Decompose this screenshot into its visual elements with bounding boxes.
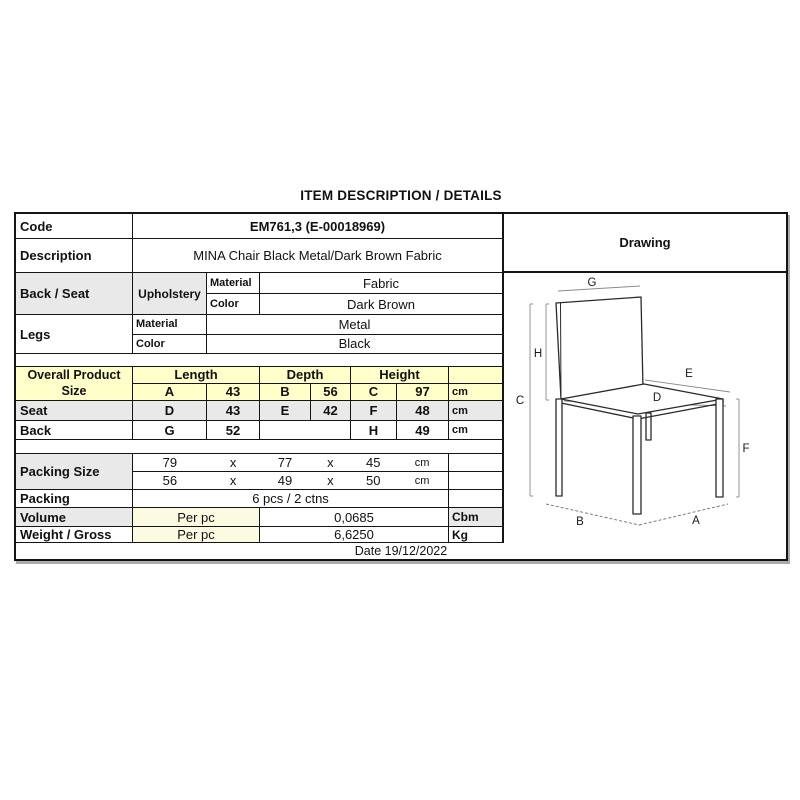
spacer-row — [16, 440, 502, 454]
packing-size-label: Packing Size — [16, 454, 133, 489]
back-seat-color-value: Dark Brown — [347, 296, 415, 312]
volume-unit: Cbm — [449, 508, 502, 526]
seat-label: Seat — [16, 401, 133, 420]
drawing-column — [502, 214, 786, 543]
dim-letter: B — [260, 384, 311, 400]
volume-value: 0,0685 — [260, 508, 449, 526]
dim-value: 97 — [397, 384, 449, 400]
legs-color-value: Black — [338, 336, 371, 352]
dim-letter: A — [133, 384, 207, 400]
back-seat-color-label: Color — [207, 294, 260, 314]
dim-value: 52 — [207, 421, 260, 439]
dim-value: 49 — [397, 421, 449, 439]
dim-letter: F — [351, 401, 397, 420]
dim-label-b: B — [576, 516, 584, 528]
dim-label-a: A — [692, 515, 700, 527]
empty-cell — [449, 454, 502, 471]
description-label: Description — [16, 239, 133, 272]
legs-section — [16, 315, 502, 354]
empty-cell — [449, 472, 502, 489]
weight-value: 6,6250 — [260, 527, 449, 542]
length-header: Length — [133, 367, 260, 383]
chair-drawing — [504, 273, 786, 543]
dim-letter: G — [133, 421, 207, 439]
back-seat-section — [16, 273, 502, 315]
depth-header: Depth — [260, 367, 351, 383]
back-seat-label: Back / Seat — [16, 273, 133, 314]
description-value: MINA Chair Black Metal/Dark Brown Fabric — [193, 248, 442, 263]
empty-cell — [449, 490, 502, 507]
seat-dims-row — [16, 401, 502, 421]
unit-cm: cm — [452, 424, 468, 436]
weight-unit: Kg — [452, 527, 468, 542]
packing-row — [16, 490, 502, 508]
weight-label: Weight / Gross — [16, 527, 133, 542]
dim-label-f: F — [742, 443, 750, 455]
dim-label-e: E — [685, 368, 693, 380]
volume-per-pc: Per pc — [133, 508, 260, 526]
legs-color-label: Color — [133, 335, 207, 354]
unit-cm: cm — [452, 404, 468, 417]
height-header: Height — [351, 367, 449, 383]
packing-size-row-2: 56 x 49 x 50 cm — [133, 472, 502, 489]
weight-row — [16, 527, 502, 543]
dim-label-c: C — [515, 395, 525, 407]
dim-value: 43 — [207, 384, 260, 400]
dim-label-d: D — [652, 392, 662, 404]
unit-cm: cm — [452, 385, 468, 398]
dim-value: 56 — [311, 384, 351, 400]
back-dims-row — [16, 421, 502, 440]
legs-material-value: Metal — [338, 316, 371, 332]
upholstery-label: Upholstery — [133, 273, 207, 314]
overall-size-section — [16, 367, 502, 401]
legs-material-label: Material — [133, 315, 207, 334]
packing-label: Packing — [16, 490, 133, 507]
dim-letter: H — [351, 421, 397, 439]
empty-cell — [260, 421, 351, 439]
legs-label: Legs — [16, 315, 133, 353]
description-row — [16, 239, 502, 273]
packing-value: 6 pcs / 2 ctns — [133, 490, 449, 507]
code-label: Code — [16, 214, 133, 238]
packing-size-row-1: 79 x 77 x 45 cm — [133, 454, 502, 472]
page-title: ITEM DESCRIPTION / DETAILS — [300, 188, 502, 203]
packing-size-section — [16, 454, 502, 490]
back-label: Back — [16, 421, 133, 439]
overall-size-label: Overall Product Size — [16, 367, 133, 400]
code-value: EM761,3 (E-00018969) — [249, 218, 386, 234]
code-row — [16, 214, 502, 239]
dim-value: 42 — [311, 401, 351, 420]
dim-letter: C — [351, 384, 397, 400]
spacer-row — [16, 354, 502, 367]
dim-value: 48 — [397, 401, 449, 420]
spec-table — [16, 214, 502, 543]
dim-letter: E — [260, 401, 311, 420]
back-seat-material-value: Fabric — [362, 275, 400, 291]
dim-value: 43 — [207, 401, 260, 420]
dim-letter: D — [133, 401, 207, 420]
dim-label-g: G — [587, 277, 597, 289]
spec-sheet — [14, 212, 788, 561]
volume-label: Volume — [16, 508, 133, 526]
size-header-spacer — [449, 367, 502, 383]
back-seat-material-label: Material — [207, 273, 260, 293]
drawing-header: Drawing — [504, 214, 786, 273]
weight-per-pc: Per pc — [133, 527, 260, 542]
dim-label-h: H — [533, 348, 543, 360]
volume-row — [16, 508, 502, 527]
date-row: Date 19/12/2022 — [354, 544, 448, 558]
overall-dims-row — [133, 384, 502, 400]
